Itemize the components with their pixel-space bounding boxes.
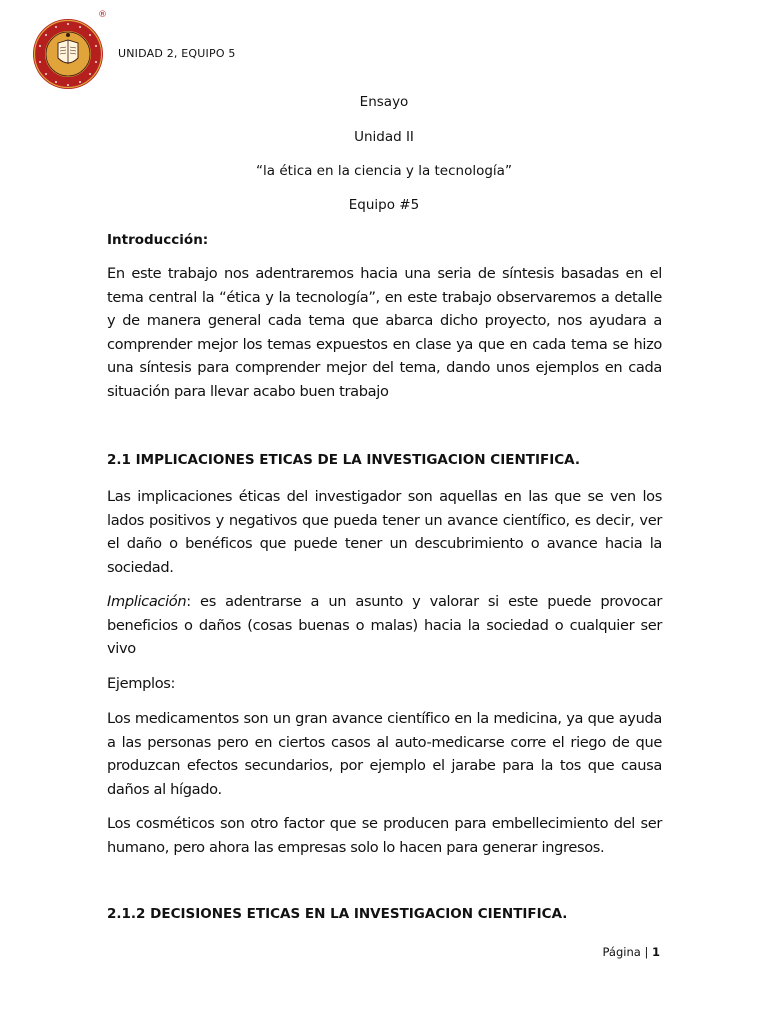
title-team: Equipo #5 [348, 197, 420, 213]
definition-paragraph [107, 590, 662, 661]
definition-term: Implicación [107, 593, 187, 610]
title-essay: Ensayo [359, 94, 409, 110]
section-paragraph: Las implicaciones éticas del investigador son aquellas en las que se ven los lados positivos y negativos que pueda tener un avance científico, es decir, ver el daño o benéficos que puede tener un descubrimiento o avance hacia la sociedad. [107, 488, 662, 576]
title-topic: “la ética en la ciencia y la tecnología” [256, 163, 512, 179]
example-paragraph-2: Los cosméticos son otro factor que se producen para embellecimiento del ser humano, pero ahora las empresas solo lo hacen para generar ingresos. [107, 815, 662, 856]
intro-paragraph: En este trabajo nos adentraremos hacia una seria de síntesis basadas en el tema central la “ética y la tecnología”, en este trabajo observaremos a detalle y de manera general cada tema que abarca dicho proyecto, nos ayudara a comprender mejor los temas expuestos en clase ya que en cada tema se hizo una síntesis para comprender mejor del tema, dando unos ejemplos en cada situación para llevar acabo buen trabajo [107, 265, 662, 400]
title-unit: Unidad II [354, 129, 414, 145]
page-number: 1 [651, 945, 660, 959]
examples-label: Ejemplos: [107, 675, 176, 692]
section-heading-2-1: 2.1 IMPLICACIONES ETICAS DE LA INVESTIGACION CIENTIFICA. [107, 452, 580, 468]
page-label: Página [602, 945, 641, 959]
definition-text: : es adentrarse a un asunto y valorar si este puede provocar beneficios o daños (cosas buenas o malas) hacia la sociedad o cualquier ser vivo [107, 593, 662, 657]
section-heading-2-1-2: 2.1.2 DECISIONES ETICAS EN LA INVESTIGACION CIENTIFICA. [107, 906, 568, 922]
page-footer [603, 945, 661, 959]
institute-seal-icon [30, 8, 106, 92]
registered-mark: ® [98, 10, 107, 20]
header-text: UNIDAD 2, EQUIPO 5 [118, 47, 236, 60]
page-separator: | [640, 945, 652, 959]
intro-heading: Introducción: [107, 232, 209, 248]
example-paragraph-1: Los medicamentos son un gran avance científico en la medicina, ya que ayuda a las personas pero en ciertos casos al auto-medicarse corre el riego de que produzcan efectos secundarios, por ejemplo el jarabe para la tos que causa daños al hígado. [107, 710, 662, 798]
